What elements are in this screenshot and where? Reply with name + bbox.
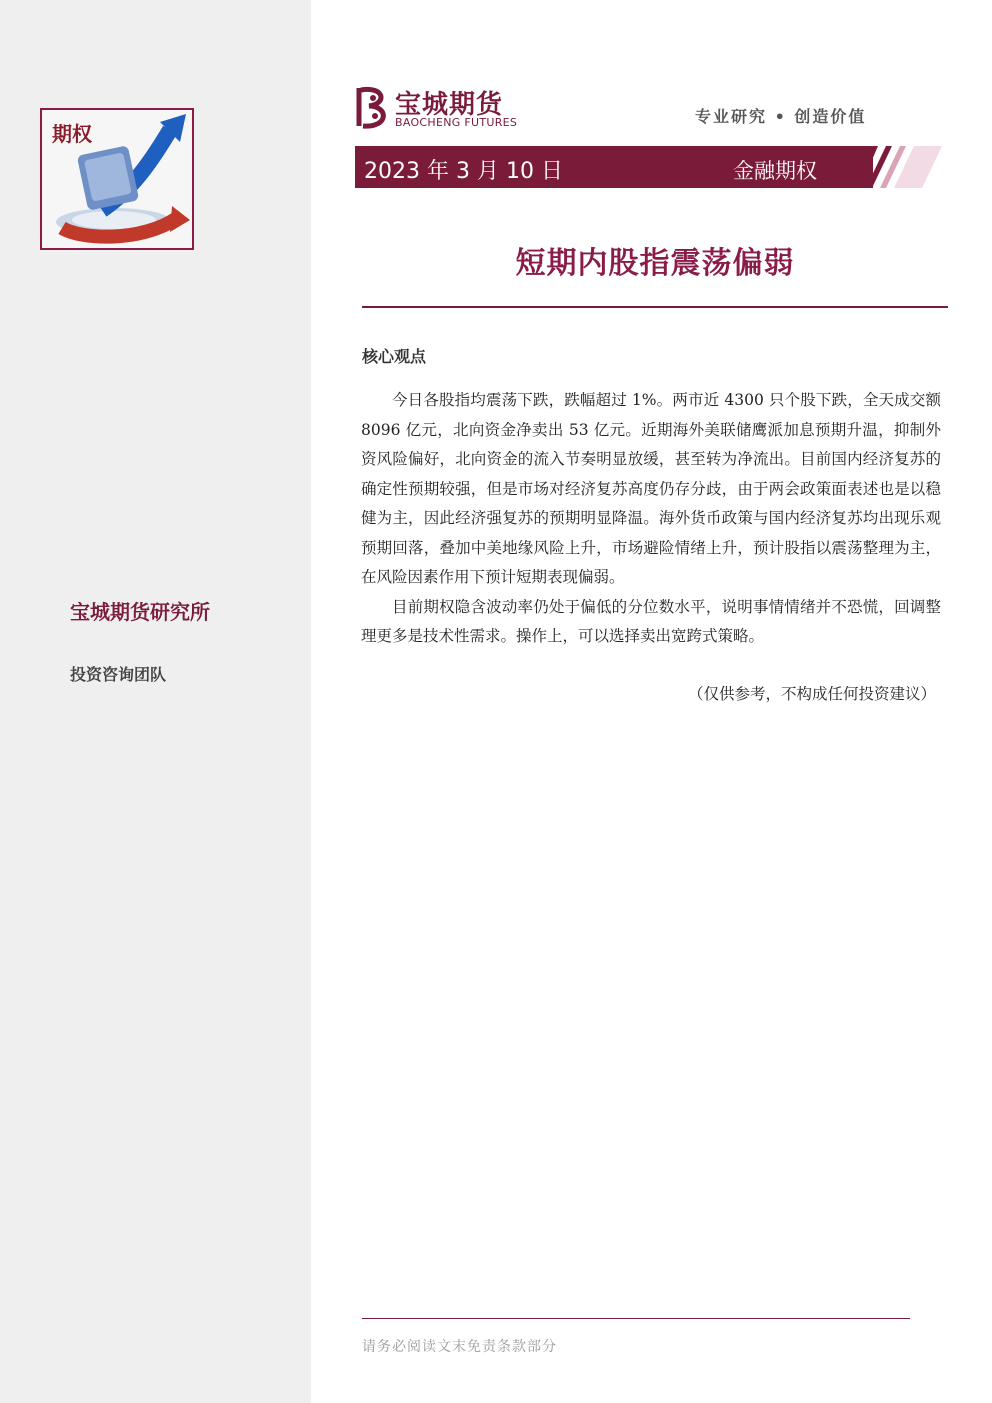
options-cover-image [40,108,194,250]
cover-label: 期权 [52,122,92,146]
logo-b-icon [355,84,391,130]
footer-note: 请务必阅读文末免责条款部分 [362,1339,557,1355]
slogan: 专业研究 • 创造价值 [695,107,867,126]
body-paragraph: 今日各股指均震荡下跌，跌幅超过 1%。两市近 4300 只个股下跌，全天成交额 8096 亿元，北向资金净卖出 53 亿元。近期海外美联储鹰派加息预期升温，抑制外资风险偏好，北向资金的流入节奏明显放缓，甚至转为净流出。目前国内经济复苏的确定性预期较强，但是市场对经济复苏高度仍存分歧，由于两会政策面表述也是以稳健为主，因此经济强复苏的预期明显降温。海外货币政策与国内经济复苏均出现乐观预期回落，叠加中美地缘风险上升，市场避险情绪上升，预计股指以震荡整理为主，在风险因素作用下预计短期表现偏弱。 [361,391,941,586]
title-divider [362,306,948,308]
banner-stripes-decoration [860,146,942,188]
section-heading: 核心观点 [362,347,427,366]
institute-name: 宝城期货研究所 [70,600,210,624]
logo-english-name: BAOCHENG FUTURES [395,116,518,129]
report-title: 短期内股指震荡偏弱 [515,246,795,281]
disclaimer: （仅供参考，不构成任何投资建议） [687,685,936,703]
footer-divider [362,1318,910,1319]
body-paragraph: 目前期权隐含波动率仍处于偏低的分位数水平，说明事情情绪并不恐慌，回调整理更多是技术性需求。操作上，可以选择卖出宽跨式策略。 [361,597,941,645]
sidebar [0,0,311,1403]
logo-chinese-name: 宝城期货 [395,90,504,120]
team-name: 投资咨询团队 [70,665,167,684]
company-logo [355,84,525,134]
report-category: 金融期权 [733,159,817,183]
report-date: 2023 年 3 月 10 日 [364,159,563,184]
report-body [361,386,941,652]
